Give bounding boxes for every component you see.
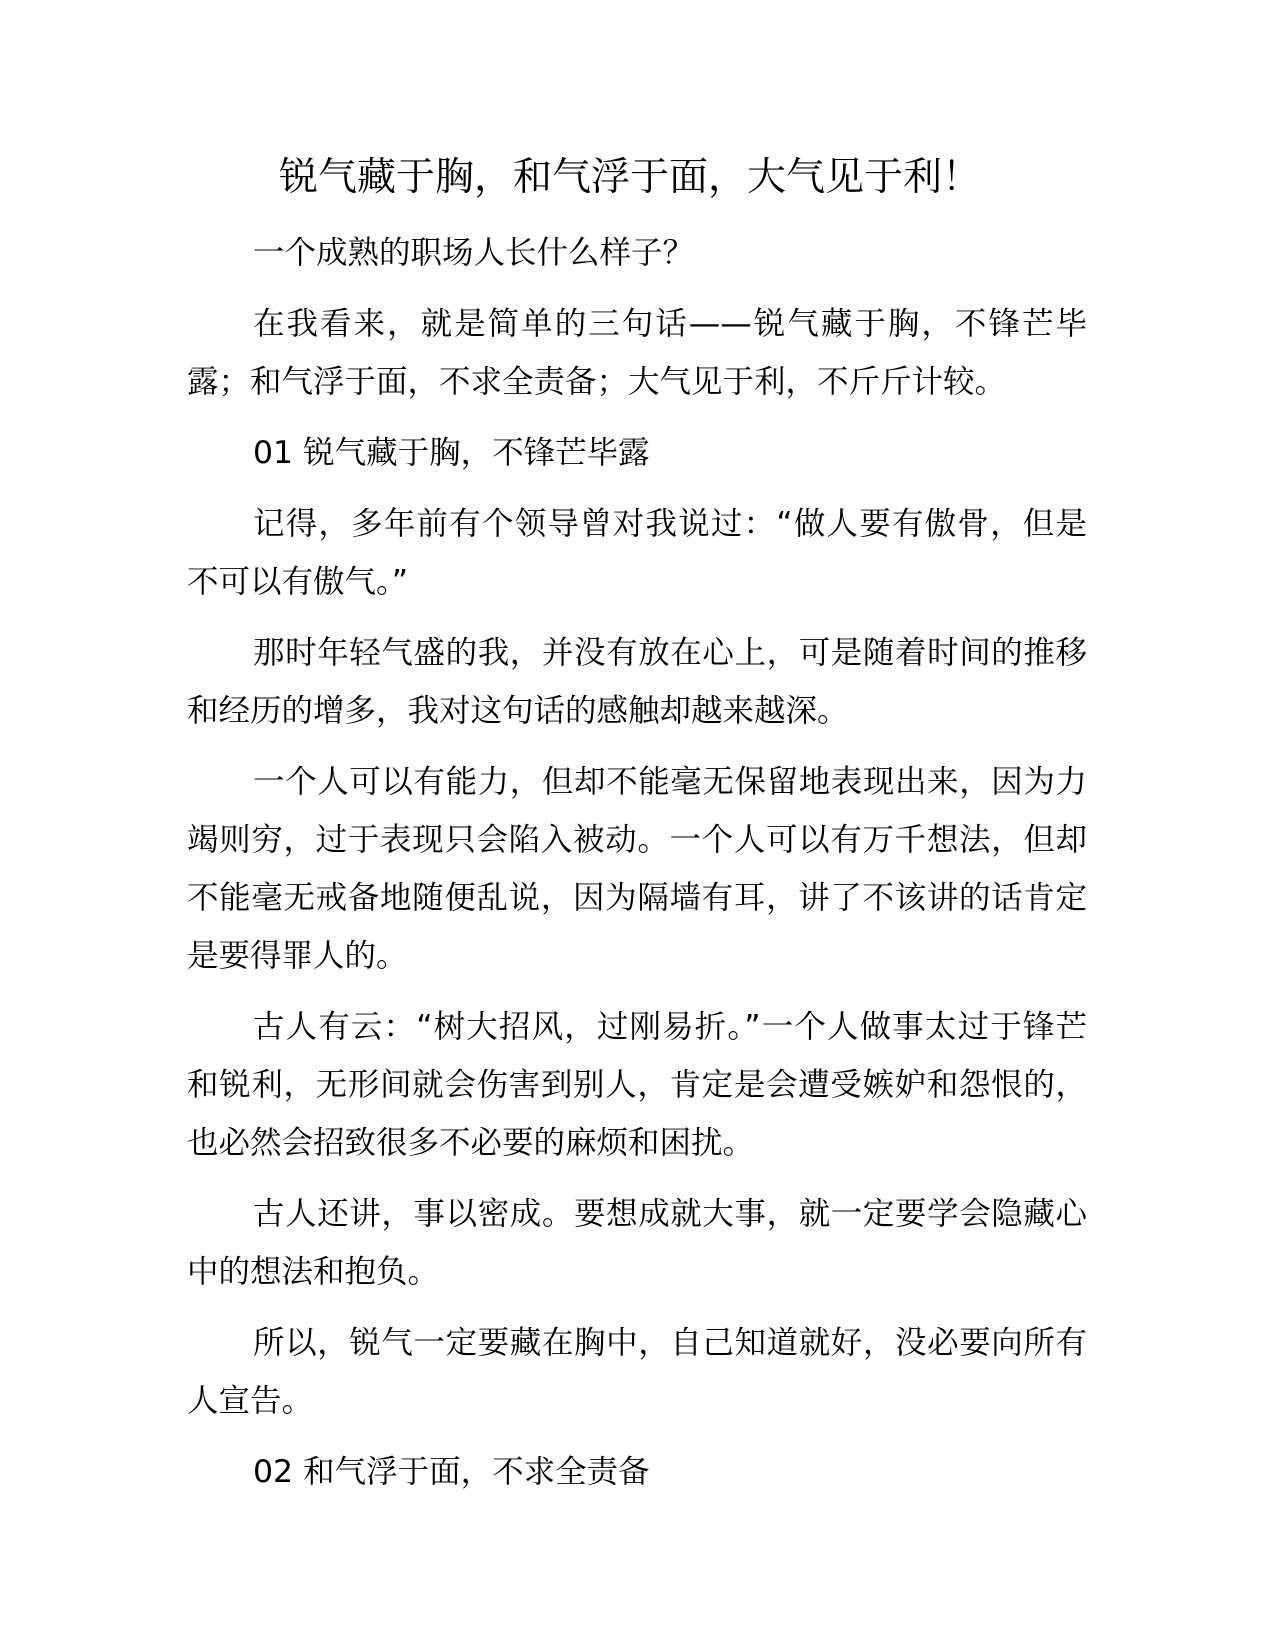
paragraph-secrecy: 古人还讲，事以密成。要想成就大事，就一定要学会隐藏心中的想法和抱负。 bbox=[187, 1196, 1087, 1290]
paragraph-ancient-saying: 古人有云：“树大招风，过刚易折。”一个人做事太过于锋芒和锐利，无形间就会伤害到别人，肯定是会遭受嫉妒和怨恨的，也必然会招致很多不必要的麻烦和困扰。 bbox=[187, 1009, 1087, 1161]
paragraph-three-sentences: 在我看来，就是简单的三句话——锐气藏于胸，不锋芒毕露；和气浮于面，不求全责备；大气见于利，不斤斤计较。 bbox=[187, 306, 1087, 400]
document-title: 锐气藏于胸，和气浮于面，大气见于利！ bbox=[278, 155, 981, 200]
paragraph-question: 一个成熟的职场人长什么样子？ bbox=[253, 235, 695, 271]
paragraph-young-me: 那时年轻气盛的我，并没有放在心上，可是随着时间的推移和经历的增多，我对这句话的感触却越来越深。 bbox=[187, 635, 1087, 729]
section-heading-01: 01 锐气藏于胸，不锋芒毕露 bbox=[253, 435, 650, 471]
section-heading-02: 02 和气浮于面，不求全责备 bbox=[253, 1454, 650, 1490]
paragraph-leader-quote: 记得，多年前有个领导曾对我说过：“做人要有傲骨，但是不可以有傲气。” bbox=[187, 506, 1087, 600]
paragraph-conclusion: 所以，锐气一定要藏在胸中，自己知道就好，没必要向所有人宣告。 bbox=[187, 1325, 1087, 1419]
paragraph-ability: 一个人可以有能力，但却不能毫无保留地表现出来，因为力竭则穷，过于表现只会陷入被动。一个人可以有万千想法，但却不能毫无戒备地随便乱说，因为隔墙有耳，讲了不该讲的话肯定是要得罪人的。 bbox=[187, 764, 1087, 974]
document-body bbox=[187, 224, 1087, 1514]
